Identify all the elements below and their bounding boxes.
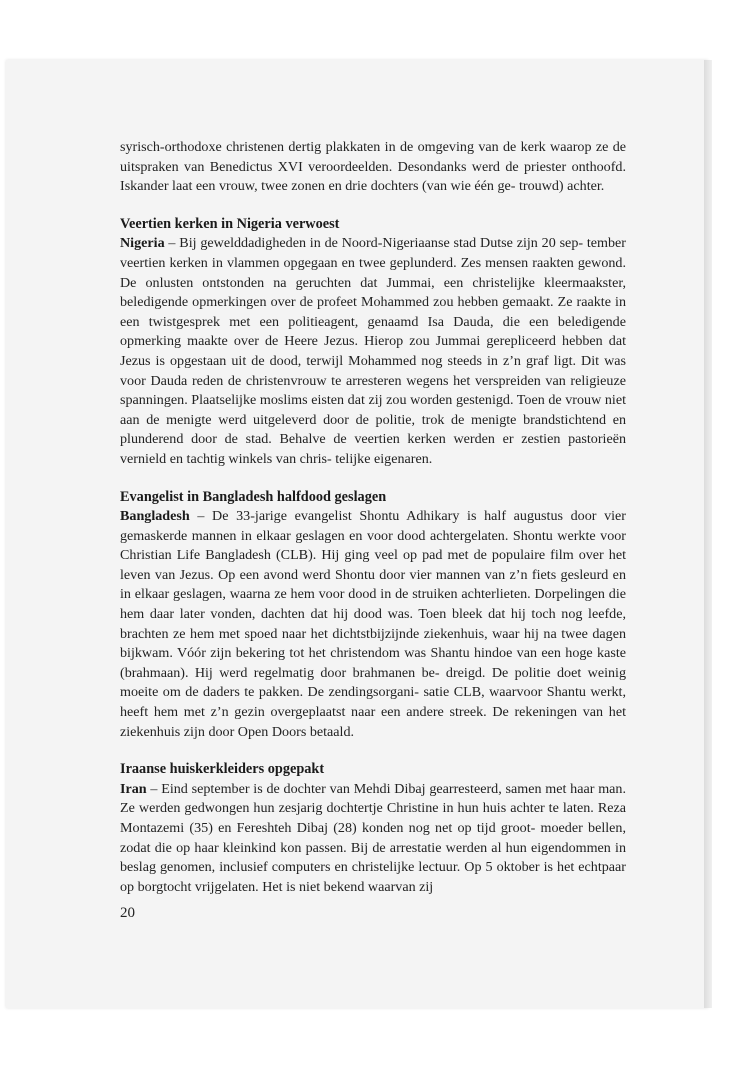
page-edge [704,60,712,1008]
section-heading: Veertien kerken in Nigeria verwoest [120,215,340,232]
section-paragraph [120,234,626,469]
section-body: – Eind september is de dochter van Mehdi Dibaj gearresteerd, samen met haar man. Ze werden gedwongen hun zesjarig dochtertje Christine in hun huis achter te laten. Reza Montazemi (35) en Fereshteh Dibaj (28) konden nog net op tijd groot- moeder bellen, zodat die op haar kleinkind kon passen. Bij de arrestatie werden al hun eigendommen in beslag genomen, inclusief computers en christelijke lectuur. Op 5 oktober is het echtpaar op borgtocht vrijgelaten. Het is niet bekend waarvan zij [120,780,626,895]
section-paragraph [120,507,626,742]
section-body: – Bij gewelddadigheden in de Noord-Nigeriaanse stad Dutse zijn 20 sep- tember veertien kerken in vlammen opgegaan en twee geplunderd. Zes mensen raakten gewond. De onlusten ontstonden na geruchten dat Jummai, een christelijke kleermaakster, beledigende opmerkingen over de profeet Mohammed zou hebben gemaakt. Ze raakte in een twistgesprek met een politieagent, genaamd Isa Dauda, die een beledigende opmerking maakte over de Heere Jezus. Hierop zou Jummai gerepliceerd hebben dat Jezus is opgestaan uit de dood, terwijl Mohammed nog steeds in z’n graf ligt. Dit was voor Dauda reden de christenvrouw te arresteren wegens het verspreiden van religieuze spanningen. Plaatselijke moslims eisten dat zij zou worden gestenigd. Toen de vrouw niet aan de menigte werd uitgeleverd door de politie, trok de menigte brandstichtend en plunderend door de stad. Behalve de veertien kerken werden er zestien pastorieën vernield en tachtig winkels van chris- telijke eigenaren. [120,235,626,467]
section-heading: Iraanse huiskerkleiders opgepakt [120,761,325,778]
country-label: Iran [120,780,147,797]
section-body: – De 33-jarige evangelist Shontu Adhikary is half augustus door vier gemaskerde mannen in elkaar geslagen en voor dood achtergelaten. Shontu werkte voor Christian Life Bangladesh (CLB). Hij ging veel op pad met de populaire film over het leven van Jezus. Op een avond werd Shontu door vier mannen van z’n fiets gesleurd en in elkaar geslagen, waarna ze hem voor dood in de struiken achterlieten. Dorpelingen die hem daar later vonden, dachten dat hij dood was. Toen bleek dat hij toch nog leefde, brachten ze hem met spoed naar het dichtstbijzijnde ziekenhuis, waar hij na twee dagen bijkwam. Vóór zijn bekering tot het christendom was Shantu hindoe van een hoge kaste (brahmaan). Hij werd regelmatig door brahmanen be- dreigd. De politie doet weinig moeite om de daders te pakken. De zendingsorgani- satie CLB, waarvoor Shantu werkt, heeft hem met z’n gezin overgeplaatst naar een andere streek. De rekeningen van het ziekenhuis zijn door Open Doors betaald. [120,508,626,740]
country-label: Bangladesh [120,508,190,525]
section-nigeria [120,215,626,470]
section-heading: Evangelist in Bangladesh halfdood geslagen [120,488,387,505]
page-number: 20 [120,905,135,921]
country-label: Nigeria [120,235,165,252]
section-paragraph [120,780,626,898]
section-iran [120,760,626,897]
section-bangladesh [120,488,626,743]
intro-paragraph: syrisch-orthodoxe christenen dertig plakkaten in de omgeving van de kerk waarop ze de uitspraken van Benedictus XVI veroordeelden. Desondanks werd de priester onthoofd. Iskander laat een vrouw, twee zonen en drie dochters (van wie één ge- trouwd) achter. [120,139,626,195]
page-text [120,138,626,897]
